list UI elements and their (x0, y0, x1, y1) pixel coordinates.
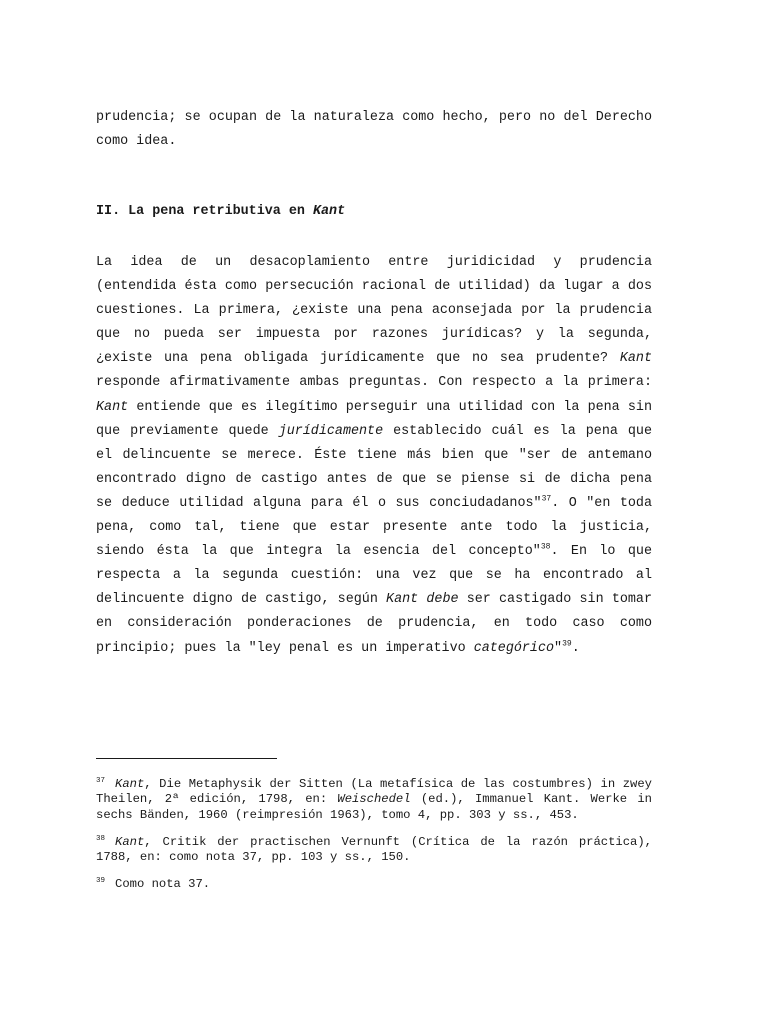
italic-kant: Kant (96, 399, 129, 415)
footnote-ref-38[interactable]: 38 (540, 542, 551, 552)
text-segment: " (554, 640, 563, 656)
text-segment: entiende que es ilegítimo perseguir una utilidad con la pena sin que previamente quede (96, 399, 652, 439)
footnote-39 (96, 877, 652, 892)
footnote-ref-39[interactable]: 39 (562, 639, 572, 649)
footnote-37 (96, 777, 652, 823)
footnote-text: , Die Metaphysik der Sitten (La metafísica de las costumbres) in zwey Theilen, 2ª edición, 1798, en: (96, 777, 652, 807)
text-segment: responde afirmativamente ambas preguntas. Con respecto a la primera: (96, 375, 652, 391)
main-paragraph (96, 251, 652, 661)
footnote-text: (ed.), Immanuel Kant. Werke in sechs Bänden, 1960 (reimpresión 1963), tomo 4, pp. 303 y ss., 453. (96, 792, 652, 822)
footnote-number: 38 (96, 834, 106, 843)
text-segment: La idea de un desacoplamiento entre juridicidad y prudencia (entendida ésta como persecución racional de utilidad) da lugar a dos cuestiones. La primera, ¿existe una pena aconsejada por la prudencia que no pueda ser impuesta por razones jurídicas? y la segunda, ¿existe una pena obligada jurídicamente que no sea prudente? (96, 255, 652, 367)
text-segment: . En lo que respecta a la segunda cuestión: una vez que se ha encontrado al delincuente digno de castigo, según (96, 544, 652, 608)
footnote-number: 37 (96, 776, 106, 785)
italic-kant: Kant (619, 351, 652, 367)
footnote-number: 39 (96, 877, 106, 886)
continuation-paragraph (96, 106, 652, 154)
italic-categorico: categórico (473, 640, 555, 656)
section-title-italic: Kant (312, 204, 346, 219)
footnote-ref-37[interactable]: 37 (541, 494, 552, 504)
section-heading (96, 204, 652, 219)
footnote-editor: Weischedel (337, 792, 411, 807)
italic-kant-debe: Kant debe (386, 592, 459, 608)
footnote-text: , Critik der practischen Vernunft (Crítica de la razón práctica), 1788, en: como nota 37, pp. 103 y ss., 150. (96, 834, 652, 865)
text-segment: ser castigado sin tomar en consideración ponderaciones de prudencia, en todo caso como principio; pues la "ley penal es un imperativo (96, 592, 652, 656)
text-segment: establecido cuál es la pena que el delincuente se merece. Éste tiene más bien que "ser de antemano encontrado digno de castigo antes de que se piense si de dicha pena se deduce utilidad alguna para él o sus conciudadanos" (96, 423, 652, 511)
footnote-separator (96, 758, 277, 759)
text-segment: . (571, 640, 580, 656)
footnote-author: Kant (115, 834, 145, 849)
text-segment: . O "en toda pena, como tal, tiene que estar presente ante todo la justicia, siendo ésta la que integra la esencia del concepto" (96, 495, 652, 560)
continuation-text: prudencia; se ocupan de la naturaleza como hecho, pero no del Derecho como idea. (96, 110, 652, 150)
footnotes (96, 777, 652, 905)
italic-juridicamente: jurídicamente (278, 423, 384, 439)
section-title-prefix: II. La pena retributiva en (96, 204, 313, 219)
footnote-38 (96, 835, 652, 866)
footnote-text: Como nota 37. (115, 877, 211, 892)
footnote-author: Kant (115, 777, 145, 791)
